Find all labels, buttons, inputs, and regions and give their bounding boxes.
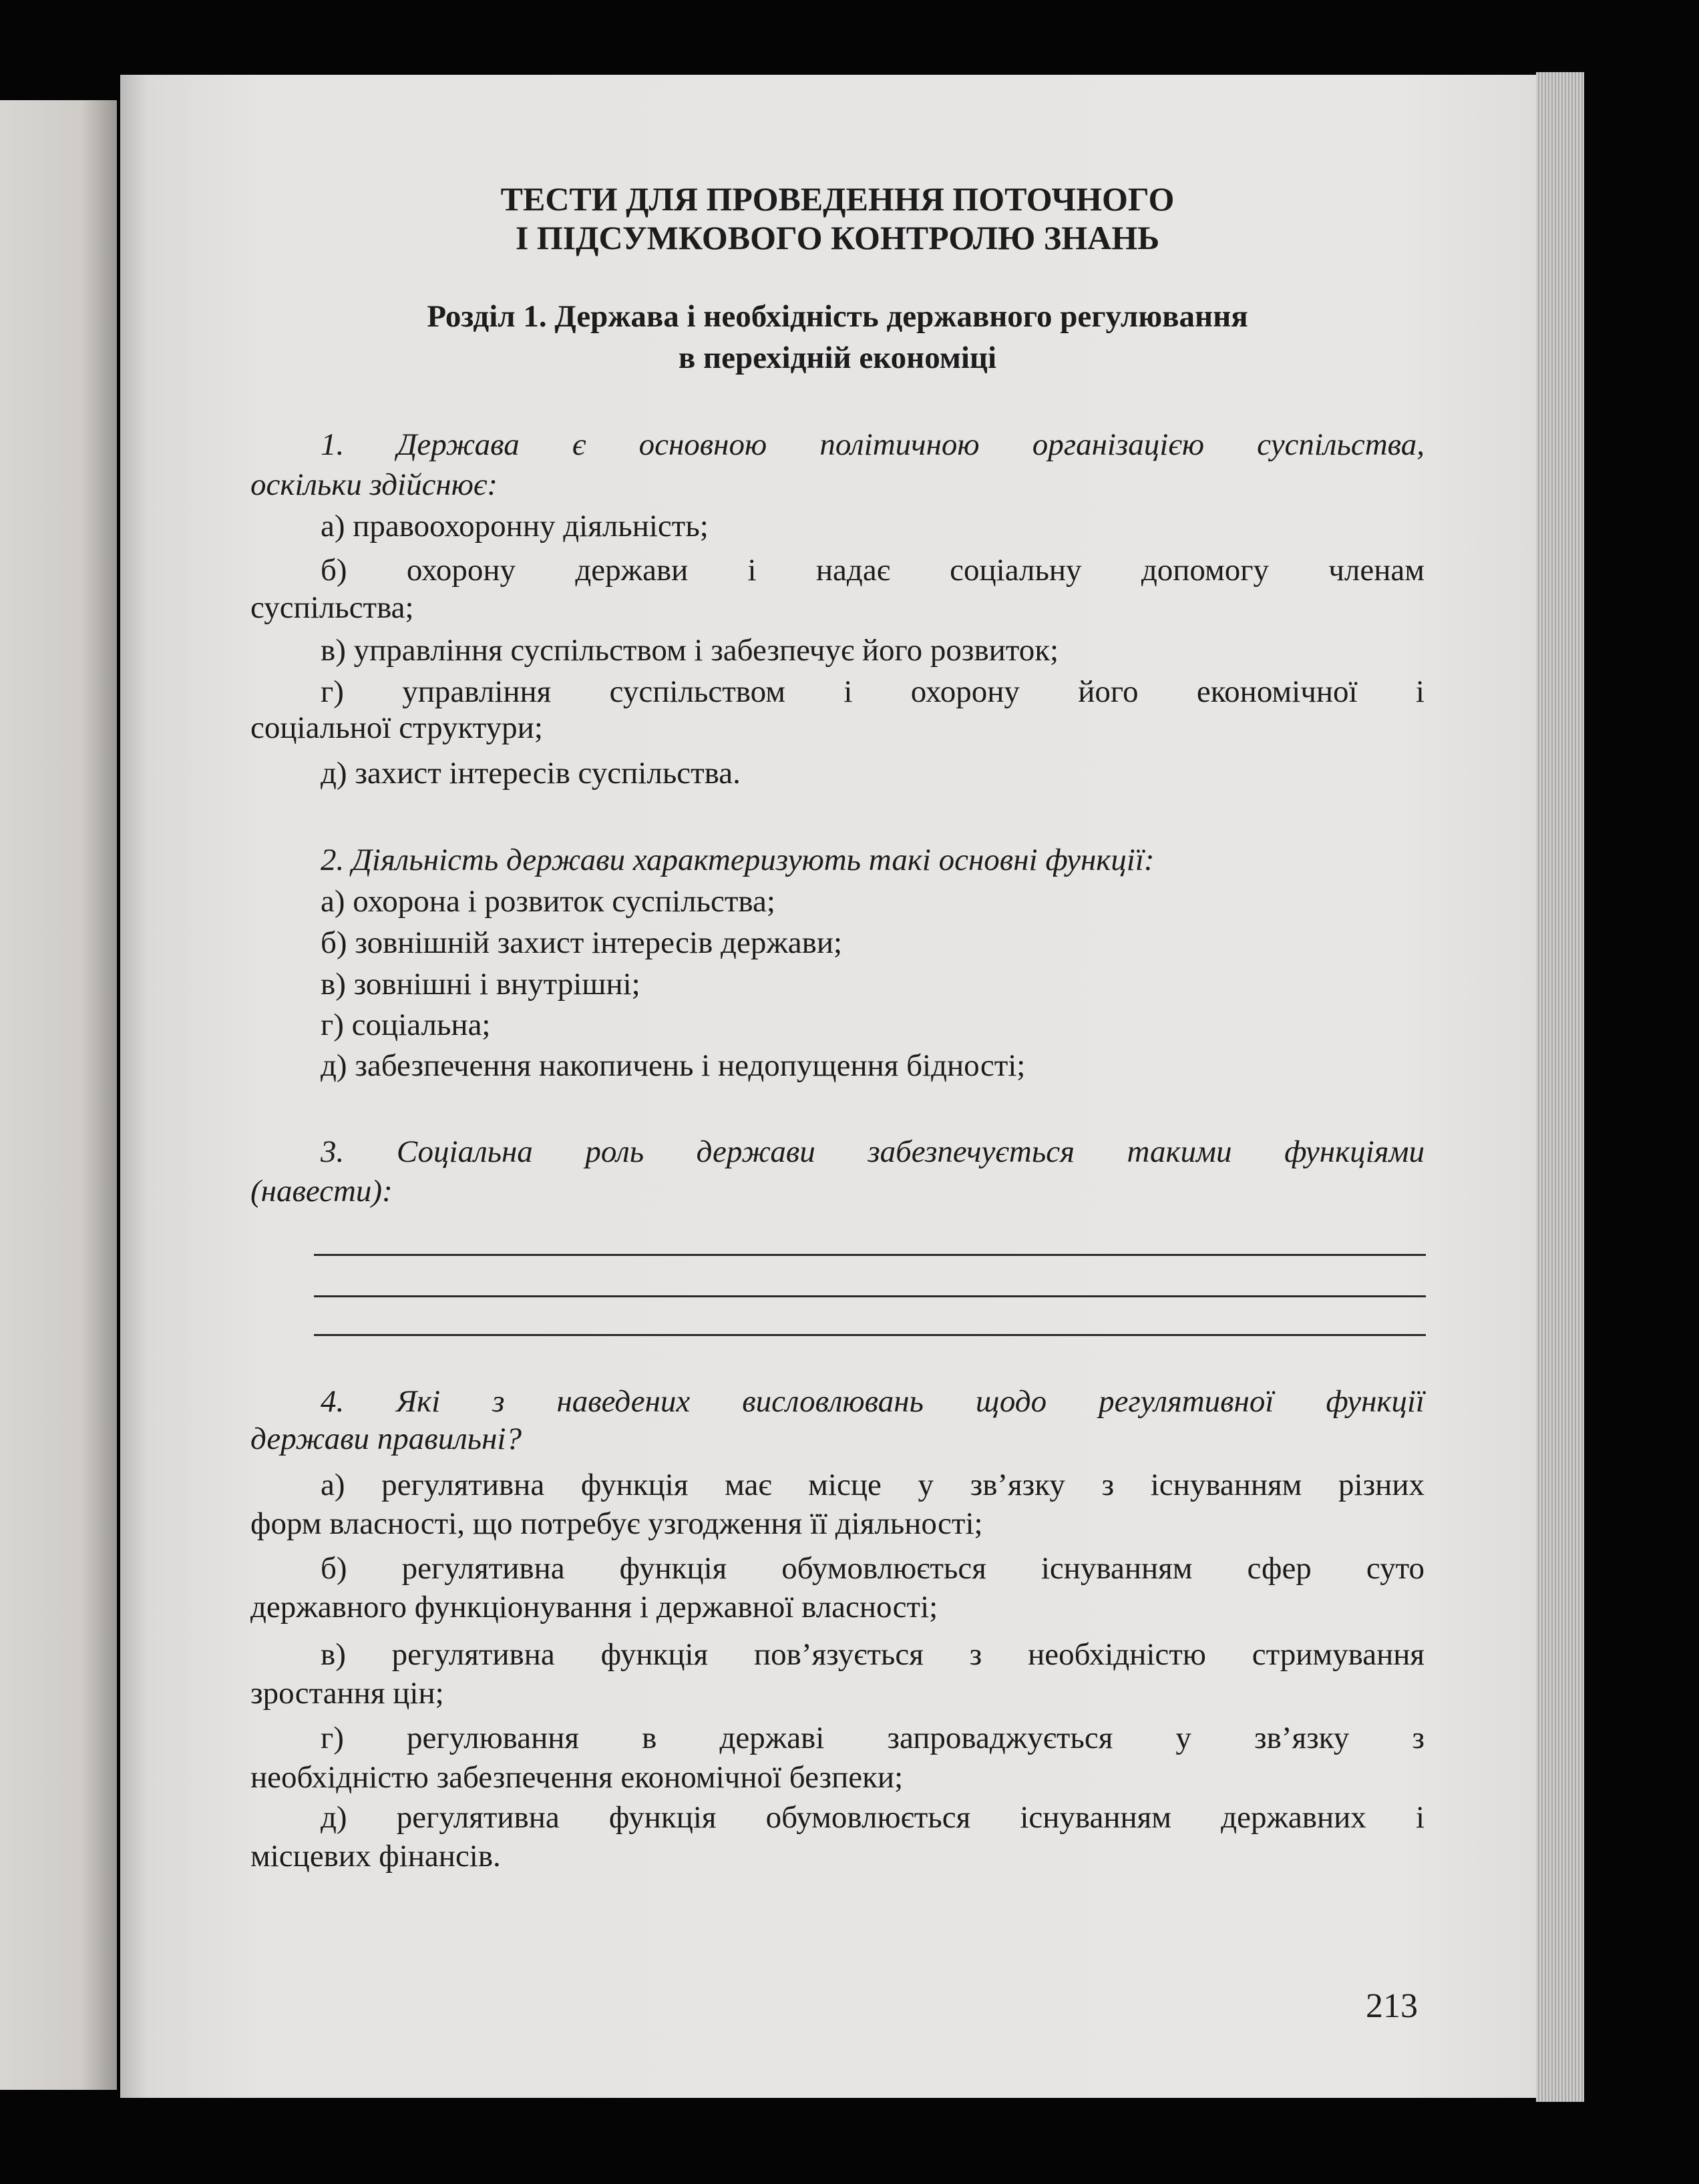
answer-blank-line (314, 1295, 1426, 1297)
answer-option-cont: соціальної структури; (250, 710, 543, 745)
answer-option: д) захист інтересів суспільства. (321, 756, 741, 791)
section-heading-line-2: в перехідній економіці (678, 341, 997, 375)
question-4-text: 4. Які з наведених висловлювань щодо регулятивної функції (321, 1384, 1425, 1419)
page-stack-edge (1536, 72, 1584, 2102)
chapter-title-line-2: І ПІДСУМКОВОГО КОНТРОЛЮ ЗНАНЬ (515, 219, 1160, 256)
answer-option: а) охорона і розвиток суспільства; (321, 884, 775, 919)
answer-option: а) регулятивна функція має місце у зв’язку з існуванням різних (321, 1468, 1425, 1502)
answer-option: в) зовнішні і внутрішні; (321, 967, 640, 1002)
answer-option-cont: необхідністю забезпечення економічної безпеки; (250, 1760, 904, 1795)
answer-option: в) управління суспільством і забезпечує його розвиток; (321, 633, 1059, 668)
section-heading-line-1: Розділ 1. Держава і необхідність державного регулювання (427, 299, 1248, 334)
answer-option: д) регулятивна функція обумовлюється існуванням державних і (321, 1800, 1425, 1835)
answer-option: г) соціальна; (321, 1008, 491, 1042)
question-1-text: 1. Держава є основною політичною організацією суспільства, (321, 427, 1425, 462)
question-3-text-cont: (навести): (250, 1174, 393, 1209)
answer-option: г) управління суспільством і охорону його економічної і (321, 674, 1425, 709)
answer-option: б) зовнішній захист інтересів держави; (321, 925, 843, 960)
question-4-text-cont: держави правильні? (250, 1422, 522, 1456)
question-2-text: 2. Діяльність держави характеризують такі основні функції: (321, 843, 1155, 877)
answer-option-cont: суспільства; (250, 590, 414, 625)
answer-option-cont: форм власності, що потребує узгодження її діяльності; (250, 1506, 983, 1541)
answer-blank-line (314, 1334, 1426, 1336)
chapter-title-line-1: ТЕСТИ ДЛЯ ПРОВЕДЕННЯ ПОТОЧНОГО (500, 180, 1175, 218)
answer-option-cont: місцевих фінансів. (250, 1839, 501, 1874)
answer-option: б) охорону держави і надає соціальну допомогу членам (321, 553, 1425, 588)
question-1-text-cont: оскільки здійснює: (250, 467, 498, 502)
answer-option: д) забезпечення накопичень і недопущення бідності; (321, 1048, 1026, 1083)
question-3-text: 3. Соціальна роль держави забезпечується такими функціями (321, 1134, 1425, 1169)
answer-option-cont: державного функціонування і державної власності; (250, 1590, 938, 1624)
answer-option: г) регулювання в державі запроваджується у зв’язку з (321, 1721, 1425, 1755)
page-number: 213 (1366, 1987, 1418, 2025)
answer-option: в) регулятивна функція пов’язується з необхідністю стримування (321, 1637, 1425, 1672)
answer-blank-line (314, 1254, 1426, 1256)
facing-page-edge (0, 100, 117, 2090)
answer-option-cont: зростання цін; (250, 1676, 444, 1711)
answer-option: б) регулятивна функція обумовлюється існуванням сфер суто (321, 1551, 1425, 1586)
answer-option: а) правоохоронну діяльність; (321, 509, 709, 543)
